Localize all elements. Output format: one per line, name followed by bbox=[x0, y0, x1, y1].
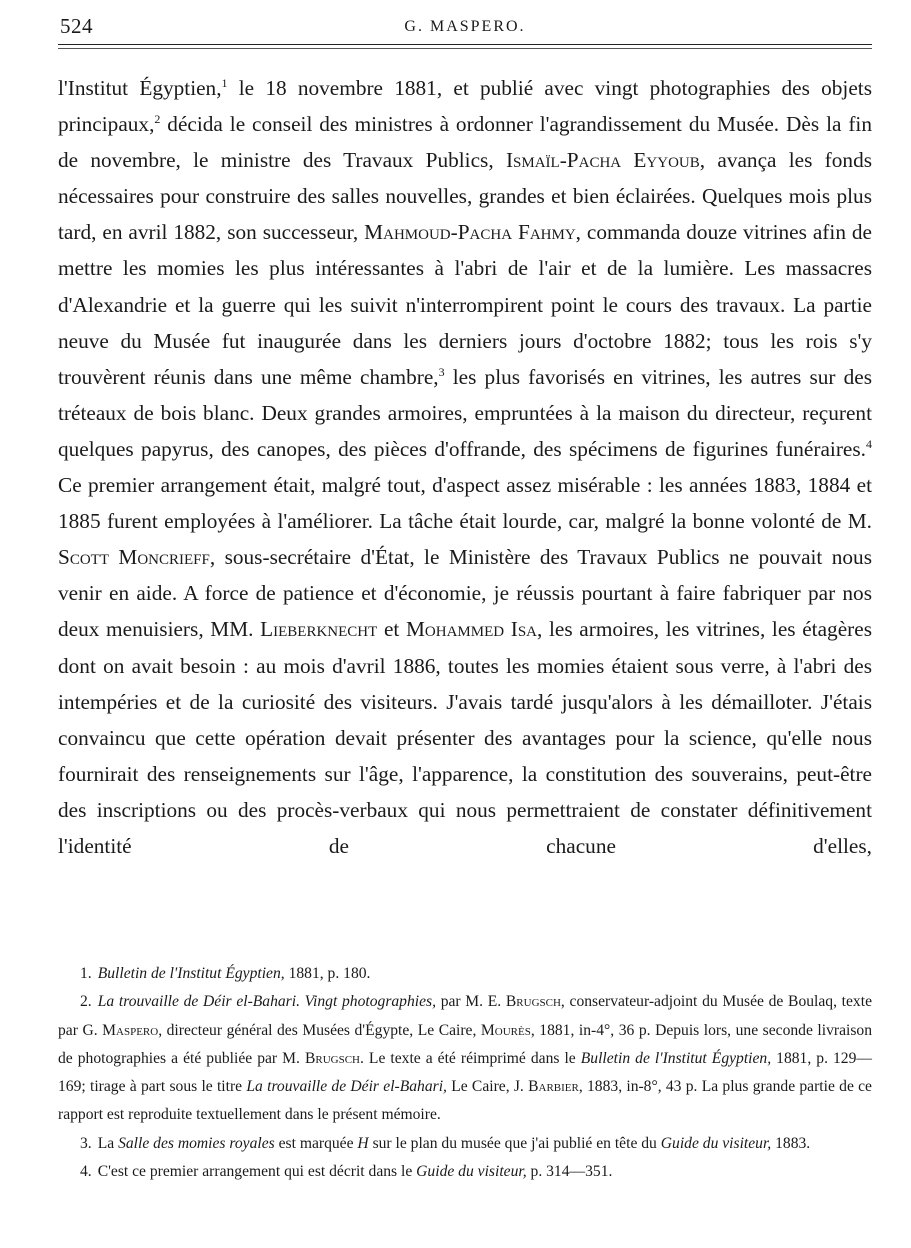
footnote-text: est marquée bbox=[274, 1134, 358, 1152]
citation-title: La trouvaille de Déir el-Bahari, bbox=[246, 1078, 447, 1096]
footnote-number: 1. bbox=[80, 965, 92, 982]
footnote-ref-2: 2 bbox=[154, 112, 161, 127]
citation-title: La trouvaille de Déir el-Bahari. Vingt photographies, bbox=[97, 993, 436, 1011]
body-text-run: , avança les fonds nécessaires pour construire des salles nouvelles, grandes et bien éclairées. Quelques mois plus tard, en avril 1882, son successeur, bbox=[58, 148, 873, 245]
page-number: 524 bbox=[60, 14, 93, 38]
footnote-1 bbox=[58, 960, 872, 988]
citation-title: Bulletin de l'Institut Égyptien, bbox=[580, 1049, 772, 1067]
person-name: Mohammed Isa bbox=[405, 617, 538, 642]
footnote-number: 3. bbox=[80, 1134, 92, 1152]
footnote-text: C'est ce premier arrangement qui est décrit dans le bbox=[97, 1163, 417, 1181]
footnote-text: 1881, p. 129—169; tirage à part sous le titre bbox=[58, 1049, 872, 1096]
body-text-run: , sous-secrétaire d'État, le Ministère des Travaux Publics ne pouvait nous venir en aide. A force de patience et d'économie, je réussis pourtant à faire fabriquer par nos deux menuisiers, MM. bbox=[58, 545, 872, 642]
footnote-text: par M. E. bbox=[436, 993, 506, 1011]
footnote-text: 1883. bbox=[771, 1134, 811, 1152]
footnote-4 bbox=[58, 1158, 872, 1186]
body-text-run: décida le conseil des ministres à ordonner l'agrandissement du Musée. Dès la fin de novembre, le ministre des Travaux Publics, bbox=[58, 112, 872, 173]
footnote-ref-1: 1 bbox=[221, 76, 228, 90]
footnote-text: 1881, p. 180. bbox=[284, 965, 371, 982]
person-name: Mourès bbox=[480, 1021, 531, 1039]
body-text-run: le 18 novembre 1881, et publié avec vingt photographies des objets principaux, bbox=[58, 76, 872, 137]
citation-title: Guide du visiteur, bbox=[416, 1163, 527, 1181]
body-paragraph bbox=[58, 70, 872, 864]
page-header bbox=[58, 8, 872, 45]
footnote-3 bbox=[58, 1130, 872, 1158]
person-name: Barbier bbox=[528, 1078, 579, 1096]
body-text-run: Ce premier arrangement était, malgré tout, d'aspect assez misérable : les années 1883, 1884 et 1885 furent employées à l'améliorer. La tâche était lourde, car, malgré la bonne volonté de M. bbox=[58, 473, 872, 534]
header-rule bbox=[58, 48, 872, 49]
footnote-text: Le Caire, J. bbox=[446, 1078, 529, 1096]
person-name: Ismaïl-Pacha Eyyoub bbox=[505, 148, 700, 173]
footnote-ref-4: 4 bbox=[866, 436, 872, 451]
footnote-ref-3: 3 bbox=[438, 364, 445, 379]
person-name: Mahmoud-Pacha Fahmy bbox=[364, 220, 576, 245]
person-name: Brugsch bbox=[505, 993, 561, 1011]
footnote-text: , 1883, in-8°, 43 p. La plus grande partie de ce rapport est reproduite textuellement dans le présent mémoire. bbox=[58, 1078, 872, 1124]
citation-title: Bulletin de l'Institut Égyptien, bbox=[97, 965, 285, 982]
footnote-text: La bbox=[97, 1134, 119, 1152]
body-text-run: , commanda douze vitrines afin de mettre les momies les plus intéressantes à l'abri de l'air et de la lumière. Les massacres d'Alexandrie et la guerre qui les suivit n'interrompirent point le cours des travaux. La partie neuve du Musée fut inaugurée dans les derniers jours d'octobre 1882; tous les rois s'y trouvèrent réunis dans une même chambre, bbox=[58, 220, 872, 389]
footnote-text: p. 314—351. bbox=[526, 1163, 613, 1181]
person-name: Brugsch bbox=[304, 1049, 360, 1067]
body-text-run: les plus favorisés en vitrines, les autres sur des tréteaux de bois blanc. Deux grandes armoires, empruntées à la maison du directeur, reçurent quelques papyrus, des canopes, des pièces d'offrande, des spécimens de figurines funéraires. bbox=[58, 364, 872, 461]
footnote-text: , 1881, in-4°, 36 p. Depuis lors, une seconde livraison de photographies a été publiée par M. bbox=[58, 1021, 873, 1067]
person-name: Lieberknecht bbox=[260, 617, 378, 642]
footnote-number: 4. bbox=[80, 1163, 92, 1181]
body-text-run: et bbox=[377, 617, 406, 642]
footnote-text: , directeur général des Musées d'Égypte, Le Caire, bbox=[158, 1021, 481, 1039]
running-head: G. MASPERO. bbox=[404, 18, 526, 35]
footnotes bbox=[58, 960, 872, 1186]
person-name: Maspero bbox=[102, 1021, 159, 1039]
body-text-run: , les armoires, les vitrines, les étagères dont on avait besoin : au mois d'avril 1886, toutes les momies étaient sous verre, à l'abri des intempéries et de la curiosité des visiteurs. J'avais tardé jusqu'alors à les démailloter. J'étais convaincu que cette opération devait présenter des avantages pour la science, qu'elle nous fournirait des renseignements sur l'âge, l'apparence, la constitution des souverains, peut-être des inscriptions ou des procès-verbaux qui nous permettraient de constater définitivement l'identité de chacune d'elles, bbox=[58, 617, 872, 858]
citation-title: Guide du visiteur, bbox=[660, 1134, 772, 1152]
footnote-text: sur le plan du musée que j'ai publié en tête du bbox=[368, 1134, 661, 1152]
footnote-number: 2. bbox=[80, 993, 92, 1011]
footnote-text: , conservateur-adjoint du Musée de Boulaq, texte par G. bbox=[58, 993, 872, 1039]
body-text-run: l'Institut Égyptien, bbox=[58, 76, 222, 100]
footnote-text: . Le texte a été réimprimé dans le bbox=[359, 1049, 581, 1067]
footnote-2 bbox=[58, 988, 872, 1129]
person-name: Scott Moncrieff bbox=[58, 545, 210, 570]
plan-letter: H bbox=[357, 1134, 369, 1152]
citation-title: Salle des momies royales bbox=[118, 1134, 275, 1152]
